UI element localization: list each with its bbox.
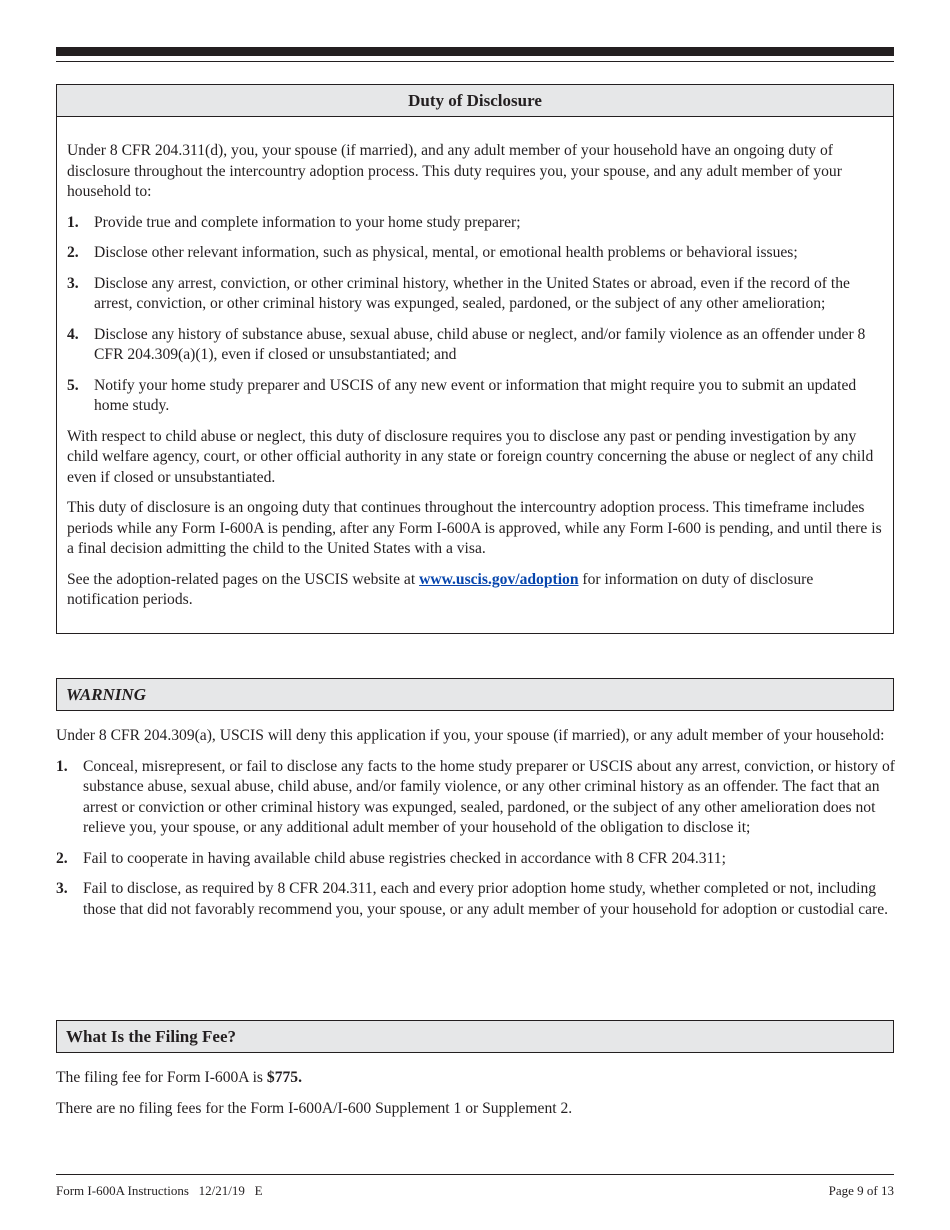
fee-text: The filing fee for Form I-600A is	[56, 1069, 267, 1086]
list-number: 1.	[67, 213, 79, 231]
uscis-adoption-link[interactable]: www.uscis.gov/adoption	[419, 570, 579, 588]
duty-intro: Under 8 CFR 204.311(d), you, your spouse (if married), and any adult member of your household have an ongoing duty of disclosure throughout the intercountry adoption process. This duty requires you, your spouse, and any adult member of your household to:	[67, 142, 842, 200]
duty-list-item	[67, 376, 883, 417]
warning-list-item	[56, 879, 896, 920]
top-heavy-rule	[56, 47, 894, 56]
list-number: 2.	[67, 244, 79, 261]
list-text: Disclose any history of substance abuse, sexual abuse, child abuse or neglect, and/or family violence as an offender under 8 CFR 204.309(a)(1), even if closed or unsubstantiated; and	[94, 325, 866, 363]
warning-heading: WARNING	[56, 678, 894, 711]
list-number: 3.	[67, 274, 79, 292]
list-text: Disclose any arrest, conviction, or other criminal history, whether in the United States or abroad, even if the record of the arrest, conviction, or other criminal history was expunged, sealed, pardoned, or the subject of any other amelioration;	[94, 274, 850, 312]
see-text-after: for information on duty of disclosure notification periods.	[67, 570, 814, 608]
see-text-before: See the adoption-related pages on the USCIS website at	[67, 570, 420, 588]
list-text: Fail to disclose, as required by 8 CFR 204.311, each and every prior adoption home study, whether completed or not, including those that did not favorably recommend you, your spouse, or any adult member of your household for adoption or custodial care.	[83, 880, 889, 918]
duty-child-abuse-paragraph: With respect to child abuse or neglect, this duty of disclosure requires you to disclose any past or pending investigation by any child welfare agency, court, or other official authority in any state or foreign country concerning the abuse or neglect of any child even if closed or unsubstantiated.	[67, 427, 874, 486]
list-text: Provide true and complete information to your home study preparer;	[94, 213, 521, 231]
duty-ongoing-paragraph: This duty of disclosure is an ongoing duty that continues throughout the intercountry adoption process. This timeframe includes periods while any Form I-600A is pending, after any Form I-600A is approved, while any Form I-600 is pending, and until there is a final decision admitting the child to the United States with a visa.	[67, 499, 882, 557]
list-number: 5.	[67, 376, 79, 394]
list-text: Conceal, misrepresent, or fail to disclose any facts to the home study preparer or USCIS about any arrest, conviction, or history of substance abuse, sexual abuse, child abuse, and/or family violence, or any other criminal history as an offender. The fact that an arrest or conviction or other criminal history was expunged, sealed, pardoned, or the subject of any other amelioration does not relieve you, your spouse, or any additional adult member of your household of the obligation to disclose it;	[83, 757, 895, 836]
list-number: 4.	[67, 325, 79, 343]
warning-intro: Under 8 CFR 204.309(a), USCIS will deny this application if you, your spouse (if married), or any adult member of your household:	[56, 727, 885, 744]
list-text: Disclose other relevant information, such as physical, mental, or emotional health problems or behavioral issues;	[94, 244, 798, 261]
list-number: 2.	[56, 849, 68, 867]
footer-rule	[56, 1174, 894, 1175]
top-thin-rule	[56, 61, 894, 62]
filing-fee-line	[56, 1068, 896, 1089]
duty-list	[67, 213, 883, 417]
fee-amount: $775.	[266, 1069, 302, 1086]
warning-content	[56, 726, 896, 930]
filing-fee-heading: What Is the Filing Fee?	[56, 1020, 894, 1053]
duty-list-item	[67, 274, 883, 315]
duty-see-website-paragraph	[67, 570, 883, 611]
warning-list-item	[56, 757, 896, 839]
page-number: Page 9 of 13	[828, 1183, 894, 1198]
duty-of-disclosure-content	[67, 141, 883, 621]
list-text: Fail to cooperate in having available child abuse registries checked in accordance with 8 CFR 204.311;	[83, 849, 726, 867]
filing-fee-content	[56, 1068, 896, 1129]
no-fee-line: There are no filing fees for the Form I-600A/I-600 Supplement 1 or Supplement 2.	[56, 1099, 573, 1117]
warning-list-item	[56, 849, 896, 870]
duty-of-disclosure-heading: Duty of Disclosure	[57, 85, 893, 117]
duty-list-item	[67, 325, 883, 366]
duty-list-item	[67, 243, 883, 264]
list-number: 1.	[56, 757, 68, 775]
duty-list-item	[67, 213, 883, 234]
list-number: 3.	[56, 880, 68, 897]
form-edition-footer: Form I-600A Instructions 12/21/19 E	[56, 1183, 263, 1198]
warning-list	[56, 757, 896, 921]
duty-of-disclosure-box	[56, 84, 894, 634]
list-text: Notify your home study preparer and USCIS of any new event or information that might require you to submit an updated home study.	[94, 376, 857, 414]
